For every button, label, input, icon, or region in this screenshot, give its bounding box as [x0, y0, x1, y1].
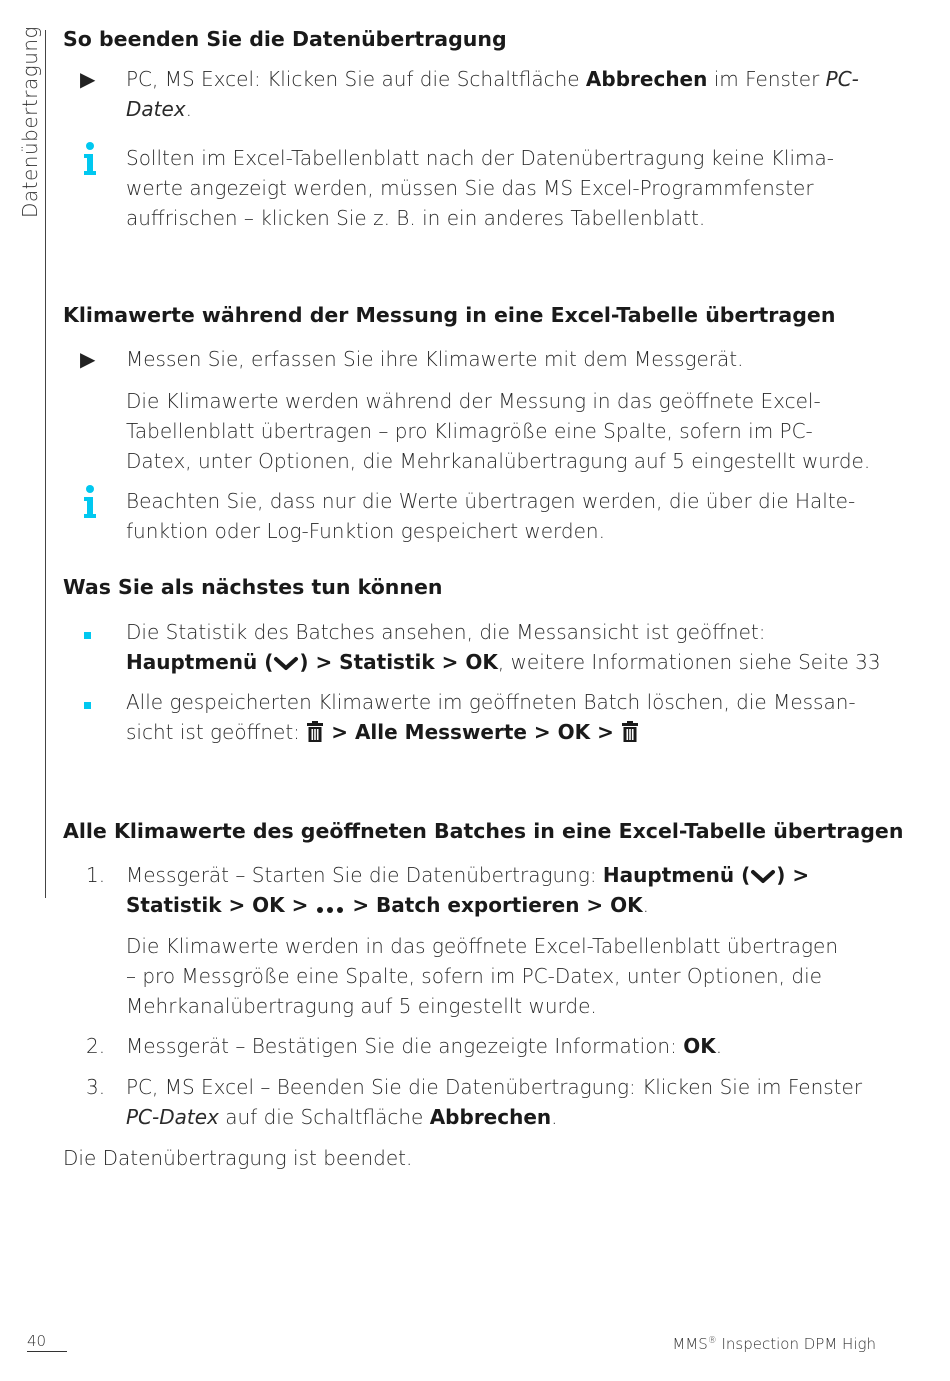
para-transfer-info: Die Klimawerte werden während der Messung in das geöffnete Excel- Tabellenblatt übertragen – pro Klimagröße eine Spalte, sofern im PC- Datex, unter Optionen, die Mehrkanalübertragung auf 5 eingestellt wurde.	[126, 389, 871, 473]
bullet-square	[84, 632, 91, 639]
step-number: 2.	[86, 1034, 106, 1058]
step-start-transfer: Messgerät – Starten Sie die Datenübertragung: Hauptmenü ( ) > Statistik > OK > > Batch exportieren > OK.	[126, 863, 810, 917]
bullet-square	[84, 702, 91, 709]
note-refresh: Sollten im Excel-Tabellenblatt nach der Datenübertragung keine Klima- werte angezeigt werden, müssen Sie das MS Excel-Programmfenster auffrischen – klicken Sie z. B. in ein anderes Tabellenblatt.	[126, 146, 834, 230]
step-end-export: PC, MS Excel – Beenden Sie die Datenübertragung: Klicken Sie im Fenster PC-Datex auf die Schaltfläche Abbrechen.	[126, 1075, 863, 1129]
page-number: 40	[27, 1332, 47, 1350]
step-confirm: Messgerät – Bestätigen Sie die angezeigte Information: OK.	[126, 1034, 723, 1058]
bullet-delete-values: Alle gespeicherten Klimawerte im geöffneten Batch löschen, die Messan- sicht ist geöffnet: > Alle Messwerte > OK >	[126, 690, 856, 744]
bullet-statistics: Die Statistik des Batches ansehen, die Messansicht ist geöffnet: Hauptmenü ( ) > Statistik > OK, weitere Informationen siehe Seite 33	[126, 620, 881, 674]
section-heading-during-measurement: Klimawerte während der Messung in eine Excel-Tabelle übertragen	[63, 303, 836, 327]
closing-text: Die Datenübertragung ist beendet.	[63, 1146, 413, 1170]
info-icon	[80, 483, 100, 519]
chevron-down-icon	[273, 655, 299, 673]
step-measure: Messen Sie, erfassen Sie ihre Klimawerte mit dem Messgerät.	[126, 347, 744, 371]
trash-icon	[621, 721, 639, 743]
chevron-down-icon	[750, 868, 776, 886]
play-marker-icon: ▶	[80, 67, 96, 91]
footer-divider	[27, 1351, 67, 1352]
step-end-transfer: PC, MS Excel: Klicken Sie auf die Schaltfläche Abbrechen im Fenster PC- Datex.	[126, 67, 859, 121]
note-hold-log: Beachten Sie, dass nur die Werte übertragen werden, die über die Halte- funktion oder Log-Funktion gespeichert werden.	[126, 489, 856, 543]
footer-product-title: MMS® Inspection DPM High	[672, 1335, 876, 1353]
para-export-info: Die Klimawerte werden in das geöffnete Excel-Tabellenblatt übertragen – pro Messgröße eine Spalte, sofern im PC-Datex, unter Optionen, die Mehrkanalübertragung auf 5 eingestellt wurde.	[126, 934, 839, 1018]
section-heading-next-steps: Was Sie als nächstes tun können	[63, 575, 443, 599]
sidebar-divider	[45, 30, 46, 898]
play-marker-icon: ▶	[80, 347, 96, 371]
section-heading-end-transfer: So beenden Sie die Datenübertragung	[63, 27, 507, 51]
more-dots-icon	[315, 902, 345, 916]
section-heading-export-batch: Alle Klimawerte des geöffneten Batches in eine Excel-Tabelle übertragen	[63, 819, 904, 843]
step-number: 3.	[86, 1075, 106, 1099]
step-number: 1.	[86, 863, 106, 887]
info-icon	[80, 140, 100, 176]
trash-icon	[306, 721, 324, 743]
sidebar-label: Datenübertragung	[18, 25, 42, 218]
